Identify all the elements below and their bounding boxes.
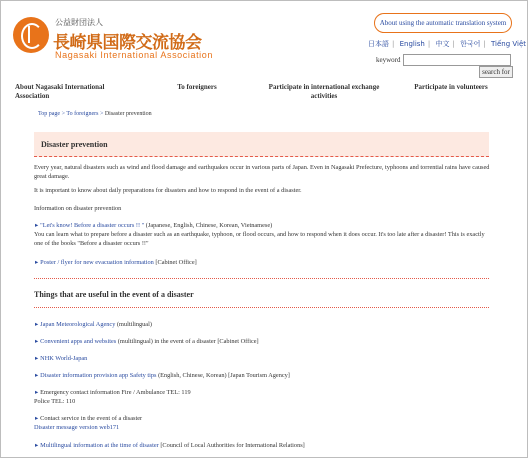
bullet-icon: ▸ bbox=[35, 321, 39, 328]
page-title: Disaster prevention bbox=[41, 140, 108, 149]
breadcrumb-sep: > bbox=[99, 111, 104, 117]
list-item bbox=[35, 222, 490, 231]
before-disaster-link[interactable]: "Let's know! Before a disaster occurs !! " bbox=[40, 222, 145, 229]
bullet-icon: ▸ bbox=[35, 355, 39, 362]
nav-volunteers[interactable]: Participate in volunteers bbox=[414, 83, 488, 91]
breadcrumb-top[interactable]: Top page bbox=[38, 111, 61, 117]
logo-icon bbox=[13, 17, 49, 53]
item-text: Emergency contact information Fire / Ambulance TEL: 119 bbox=[40, 389, 191, 396]
item-text: (English, Chinese, Korean) [Japan Tourism Agency] bbox=[158, 372, 290, 379]
list-item bbox=[35, 259, 490, 268]
bullet-icon: ▸ bbox=[35, 222, 39, 229]
nav-international-exchange[interactable]: Participate in international exchange activities bbox=[268, 83, 380, 100]
breadcrumb bbox=[38, 111, 152, 117]
org-name-en: Nagasaki International Association bbox=[55, 50, 213, 60]
bullet-icon: ▸ bbox=[35, 259, 39, 266]
item-text: [Cabinet Office] bbox=[155, 259, 197, 266]
language-switcher: 日本語 | English | 中文 | 한국어 | Tiếng Việt bbox=[368, 40, 527, 48]
multilingual-info-link[interactable]: Multilingual information at the time of disaster bbox=[40, 442, 159, 449]
nav-to-foreigners[interactable]: To foreigners bbox=[177, 83, 217, 91]
lang-korean[interactable]: 한국어 bbox=[460, 40, 481, 48]
divider bbox=[34, 278, 489, 279]
lang-japanese[interactable]: 日本語 bbox=[368, 40, 389, 48]
section-heading: Things that are useful in the event of a disaster bbox=[34, 290, 194, 299]
evacuation-poster-link[interactable]: Poster / flyer for new evacuation information bbox=[40, 259, 154, 266]
list-item bbox=[35, 415, 490, 424]
search-button[interactable]: search for bbox=[479, 66, 513, 78]
org-name: 長崎県国際交流協会 bbox=[53, 33, 202, 53]
search-label: keyword bbox=[376, 56, 401, 64]
bullet-icon: ▸ bbox=[35, 338, 39, 345]
lang-vietnamese[interactable]: Tiếng Việt bbox=[490, 40, 527, 48]
nhk-world-link[interactable]: NHK World-Japan bbox=[40, 355, 88, 362]
item-description: You can learn what to prepare before a disaster such as an earthquake, typhoon, or flood occurs, and how to respond when it does occur. It's too late after a disaster! This is exactly one of the books "Before a disaster occurs !!" bbox=[34, 231, 485, 247]
intro-paragraph-2: It is important to know about daily preparations for disasters and how to respond in the event of a disaster. bbox=[34, 187, 302, 194]
bullet-icon: ▸ bbox=[35, 389, 39, 396]
bullet-icon: ▸ bbox=[35, 372, 39, 379]
item-text: Contact service in the event of a disaster bbox=[40, 415, 143, 422]
item-text: (Japanese, English, Chinese, Korean, Vietnamese) bbox=[145, 222, 273, 229]
list-item bbox=[35, 389, 490, 398]
list-item bbox=[35, 321, 490, 330]
lang-chinese[interactable]: 中文 bbox=[435, 40, 450, 48]
jma-link[interactable]: Japan Meteorological Agency bbox=[40, 321, 116, 328]
police-number: Police TEL: 110 bbox=[34, 398, 76, 405]
site-logo[interactable] bbox=[13, 17, 213, 61]
item-text: (multilingual) bbox=[116, 321, 152, 328]
intro-paragraph: Every year, natural disasters such as wind and flood damage and earthquakes occur in various parts of Japan. Even in Nagasaki Prefecture, typhoons and torrential rains have caused great damage. bbox=[34, 164, 490, 180]
search-input[interactable] bbox=[403, 54, 511, 66]
disaster-message-link[interactable]: Disaster message version web171 bbox=[34, 424, 120, 431]
info-label: Information on disaster prevention bbox=[34, 205, 122, 212]
page-title-box bbox=[34, 132, 489, 157]
lang-english[interactable]: English bbox=[399, 40, 425, 48]
nav-about[interactable]: About Nagasaki International Association bbox=[15, 83, 105, 100]
breadcrumb-current: Disaster prevention bbox=[104, 111, 152, 117]
breadcrumb-sep: > bbox=[61, 111, 65, 117]
list-item bbox=[35, 355, 490, 364]
bullet-icon: ▸ bbox=[35, 415, 39, 422]
auto-translation-button[interactable]: About using the automatic translation system bbox=[374, 13, 512, 33]
disaster-message-link-wrap bbox=[34, 424, 492, 433]
list-item bbox=[35, 338, 490, 347]
item-text: (multilingual) in the event of a disaster [Cabinet Office] bbox=[117, 338, 259, 345]
list-item bbox=[35, 372, 490, 381]
org-subtitle: 公益財団法人 bbox=[55, 18, 103, 27]
apps-websites-link[interactable]: Convenient apps and websites bbox=[40, 338, 117, 345]
list-item bbox=[35, 442, 490, 451]
divider bbox=[34, 307, 489, 308]
safety-tips-link[interactable]: Disaster information provision app Safety tips bbox=[40, 372, 157, 379]
bullet-icon: ▸ bbox=[35, 442, 39, 449]
main-nav bbox=[1, 83, 527, 105]
breadcrumb-foreigners[interactable]: To foreigners bbox=[66, 111, 99, 117]
item-text: [Council of Local Authorities for International Relations] bbox=[160, 442, 305, 449]
